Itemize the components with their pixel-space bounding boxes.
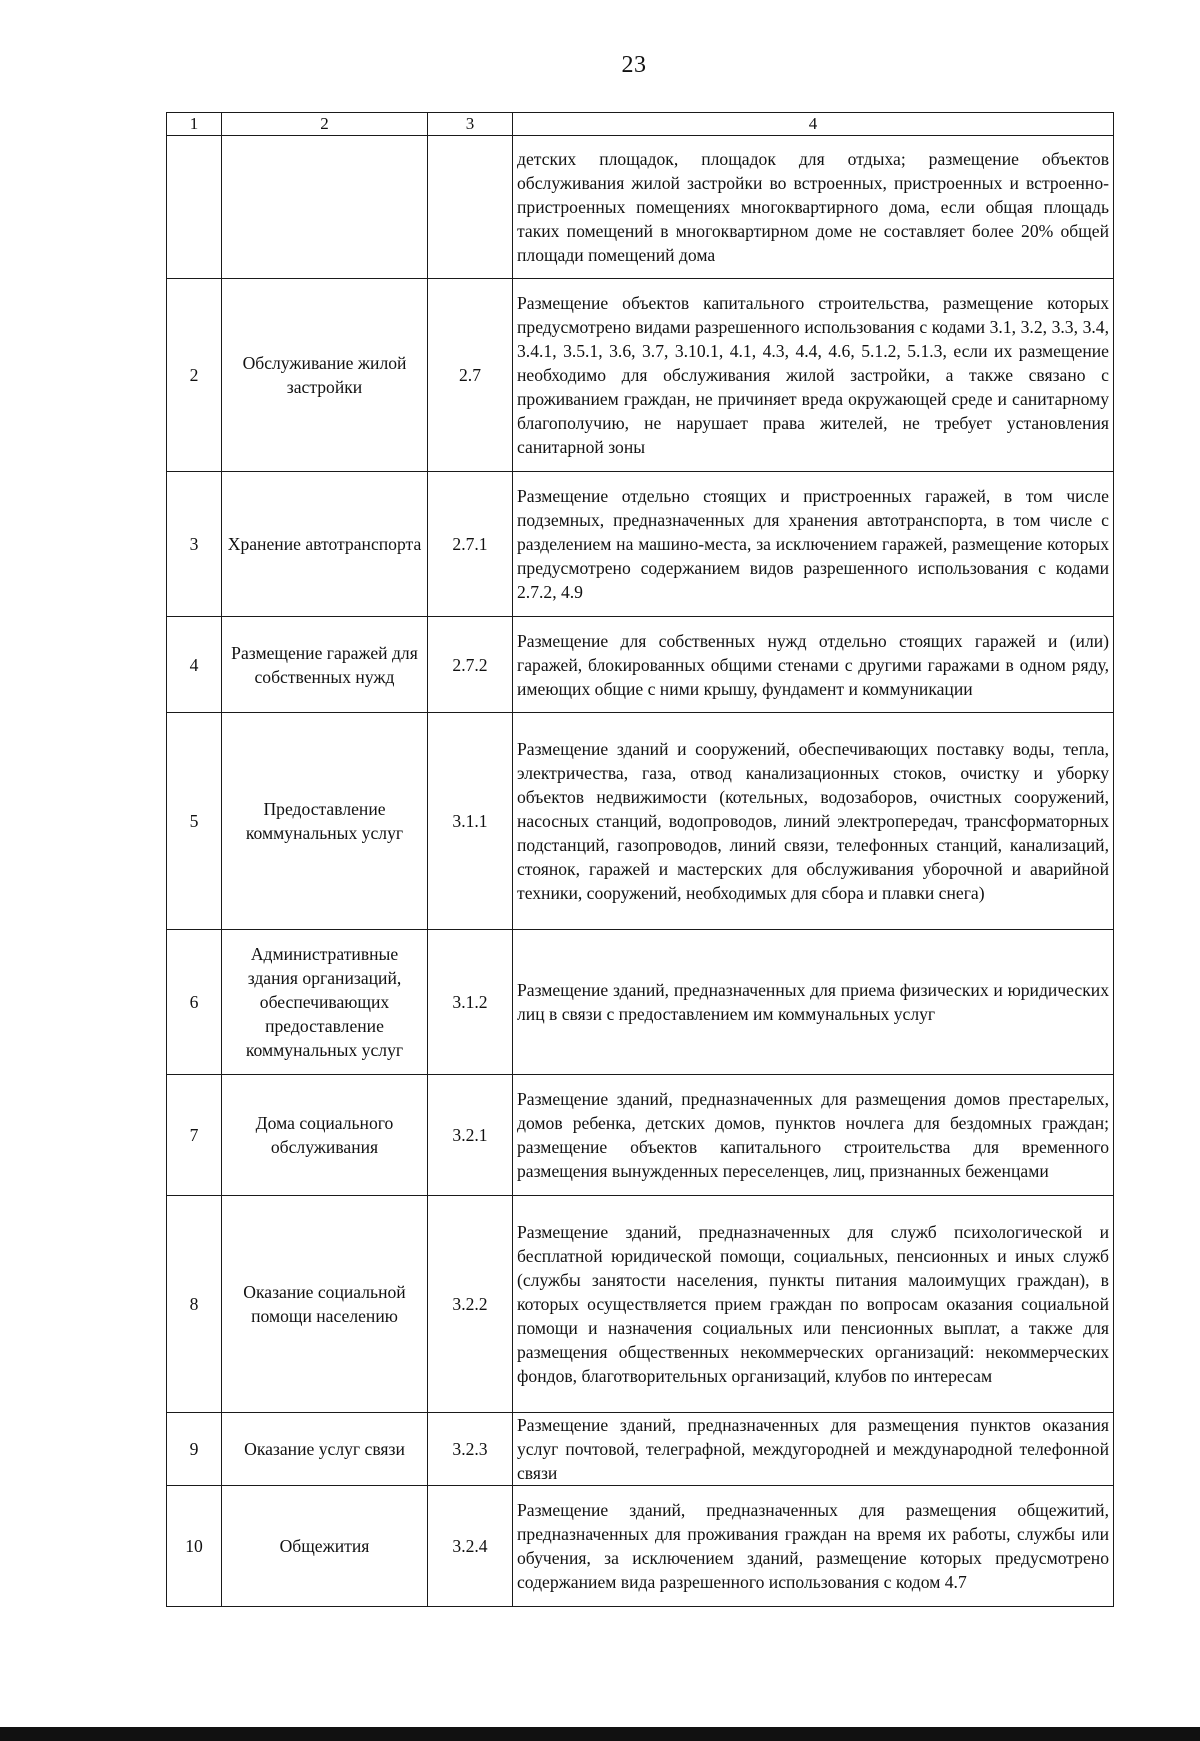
use-type-name: Общежития [222, 1486, 428, 1607]
use-type-name: Оказание услуг связи [222, 1413, 428, 1486]
table-row [167, 930, 1114, 1075]
table-row [167, 617, 1114, 713]
use-type-code: 2.7.1 [428, 472, 513, 617]
empty-cell [428, 136, 513, 279]
land-use-table [166, 112, 1114, 1607]
use-type-description: Размещение для собственных нужд отдельно стоящих гаражей и (или) гаражей, блокированных общими стенами с другими гаражами в одном ряду, имеющих общие с ними крышу, фундамент и коммуникации [513, 617, 1114, 713]
table-row [167, 1075, 1114, 1196]
table-row [167, 1196, 1114, 1413]
use-type-name: Предоставление коммунальных услуг [222, 713, 428, 930]
page-number: 23 [621, 52, 647, 78]
row-number: 5 [167, 713, 222, 930]
table-row-continuation [167, 136, 1114, 279]
scan-bottom-edge [0, 1727, 1200, 1741]
use-type-name: Административные здания организаций, обеспечивающих предоставление коммунальных услуг [222, 930, 428, 1075]
row-number: 8 [167, 1196, 222, 1413]
row-number: 6 [167, 930, 222, 1075]
use-type-description: Размещение объектов капитального строительства, размещение которых предусмотрено видами разрешенного использования с кодами 3.1, 3.2, 3.3, 3.4, 3.4.1, 3.5.1, 3.6, 3.7, 3.10.1, 4.1, 4.3, 4.4, 4.6, 5.1.2, 5.1.3, если их размещение необходимо для обслуживания жилой застройки, а также связано с проживанием граждан, не причиняет вреда окружающей среде и санитарному благополучию, не нарушает права жителей, не требует установления санитарной зоны [513, 279, 1114, 472]
use-type-name: Обслуживание жилой застройки [222, 279, 428, 472]
use-type-code: 3.2.4 [428, 1486, 513, 1607]
use-type-description: Размещение зданий и сооружений, обеспечивающих поставку воды, тепла, электричества, газа, отвод канализационных стоков, очистку и уборку объектов недвижимости (котельных, водозаборов, очистных сооружений, насосных станций, водопроводов, линий электропередач, трансформаторных подстанций, газопроводов, линий связи, телефонных станций, канализаций, стоянок, гаражей и мастерских для обслуживания уборочной и аварийной техники, сооружений, необходимых для сбора и плавки снега) [513, 713, 1114, 930]
use-type-code: 3.2.3 [428, 1413, 513, 1486]
header-col-4: 4 [513, 113, 1114, 136]
row-number: 9 [167, 1413, 222, 1486]
table-row [167, 472, 1114, 617]
use-type-name: Размещение гаражей для собственных нужд [222, 617, 428, 713]
use-type-code: 3.2.1 [428, 1075, 513, 1196]
header-col-2: 2 [222, 113, 428, 136]
table-row [167, 713, 1114, 930]
use-type-name: Хранение автотранспорта [222, 472, 428, 617]
use-type-description: Размещение зданий, предназначенных для размещения пунктов оказания услуг почтовой, телеграфной, междугородней и международной телефонной связи [513, 1413, 1114, 1486]
use-type-code: 3.1.1 [428, 713, 513, 930]
use-type-code: 2.7.2 [428, 617, 513, 713]
row-number: 3 [167, 472, 222, 617]
use-type-name: Дома социального обслуживания [222, 1075, 428, 1196]
table-row [167, 279, 1114, 472]
use-type-description: Размещение зданий, предназначенных для служб психологической и бесплатной юридической помощи, социальных, пенсионных и иных служб (службы занятости населения, пункты питания малоимущих граждан), в которых осуществляется прием граждан по вопросам оказания социальной помощи и назначения социальных или пенсионных выплат, а также для размещения общественных некоммерческих организаций: некоммерческих фондов, благотворительных организаций, клубов по интересам [513, 1196, 1114, 1413]
row-number: 7 [167, 1075, 222, 1196]
use-type-code: 3.1.2 [428, 930, 513, 1075]
row-number: 10 [167, 1486, 222, 1607]
empty-cell [222, 136, 428, 279]
table-row [167, 1486, 1114, 1607]
header-col-1: 1 [167, 113, 222, 136]
empty-cell [167, 136, 222, 279]
row-number: 4 [167, 617, 222, 713]
table-row [167, 1413, 1114, 1486]
continuation-description: детских площадок, площадок для отдыха; размещение объектов обслуживания жилой застройки во встроенных, пристроенных и встроенно-пристроенных помещениях многоквартирного дома, если общая площадь таких помещений в многоквартирном доме не составляет более 20% общей площади помещений дома [513, 136, 1114, 279]
row-number: 2 [167, 279, 222, 472]
use-type-name: Оказание социальной помощи населению [222, 1196, 428, 1413]
use-type-description: Размещение зданий, предназначенных для размещения общежитий, предназначенных для проживания граждан на время их работы, службы или обучения, за исключением зданий, размещение которых предусмотрено содержанием вида разрешенного использования с кодом 4.7 [513, 1486, 1114, 1607]
use-type-code: 2.7 [428, 279, 513, 472]
table-header-row [167, 113, 1114, 136]
use-type-description: Размещение зданий, предназначенных для приема физических и юридических лиц в связи с предоставлением им коммунальных услуг [513, 930, 1114, 1075]
header-col-3: 3 [428, 113, 513, 136]
use-type-description: Размещение отдельно стоящих и пристроенных гаражей, в том числе подземных, предназначенных для хранения автотранспорта, в том числе с разделением на машино-места, за исключением гаражей, размещение которых предусмотрено содержанием видов разрешенного использования с кодами 2.7.2, 4.9 [513, 472, 1114, 617]
use-type-description: Размещение зданий, предназначенных для размещения домов престарелых, домов ребенка, детских домов, пунктов ночлега для бездомных граждан; размещение объектов капитального строительства для временного размещения вынужденных переселенцев, лиц, признанных беженцами [513, 1075, 1114, 1196]
use-type-code: 3.2.2 [428, 1196, 513, 1413]
